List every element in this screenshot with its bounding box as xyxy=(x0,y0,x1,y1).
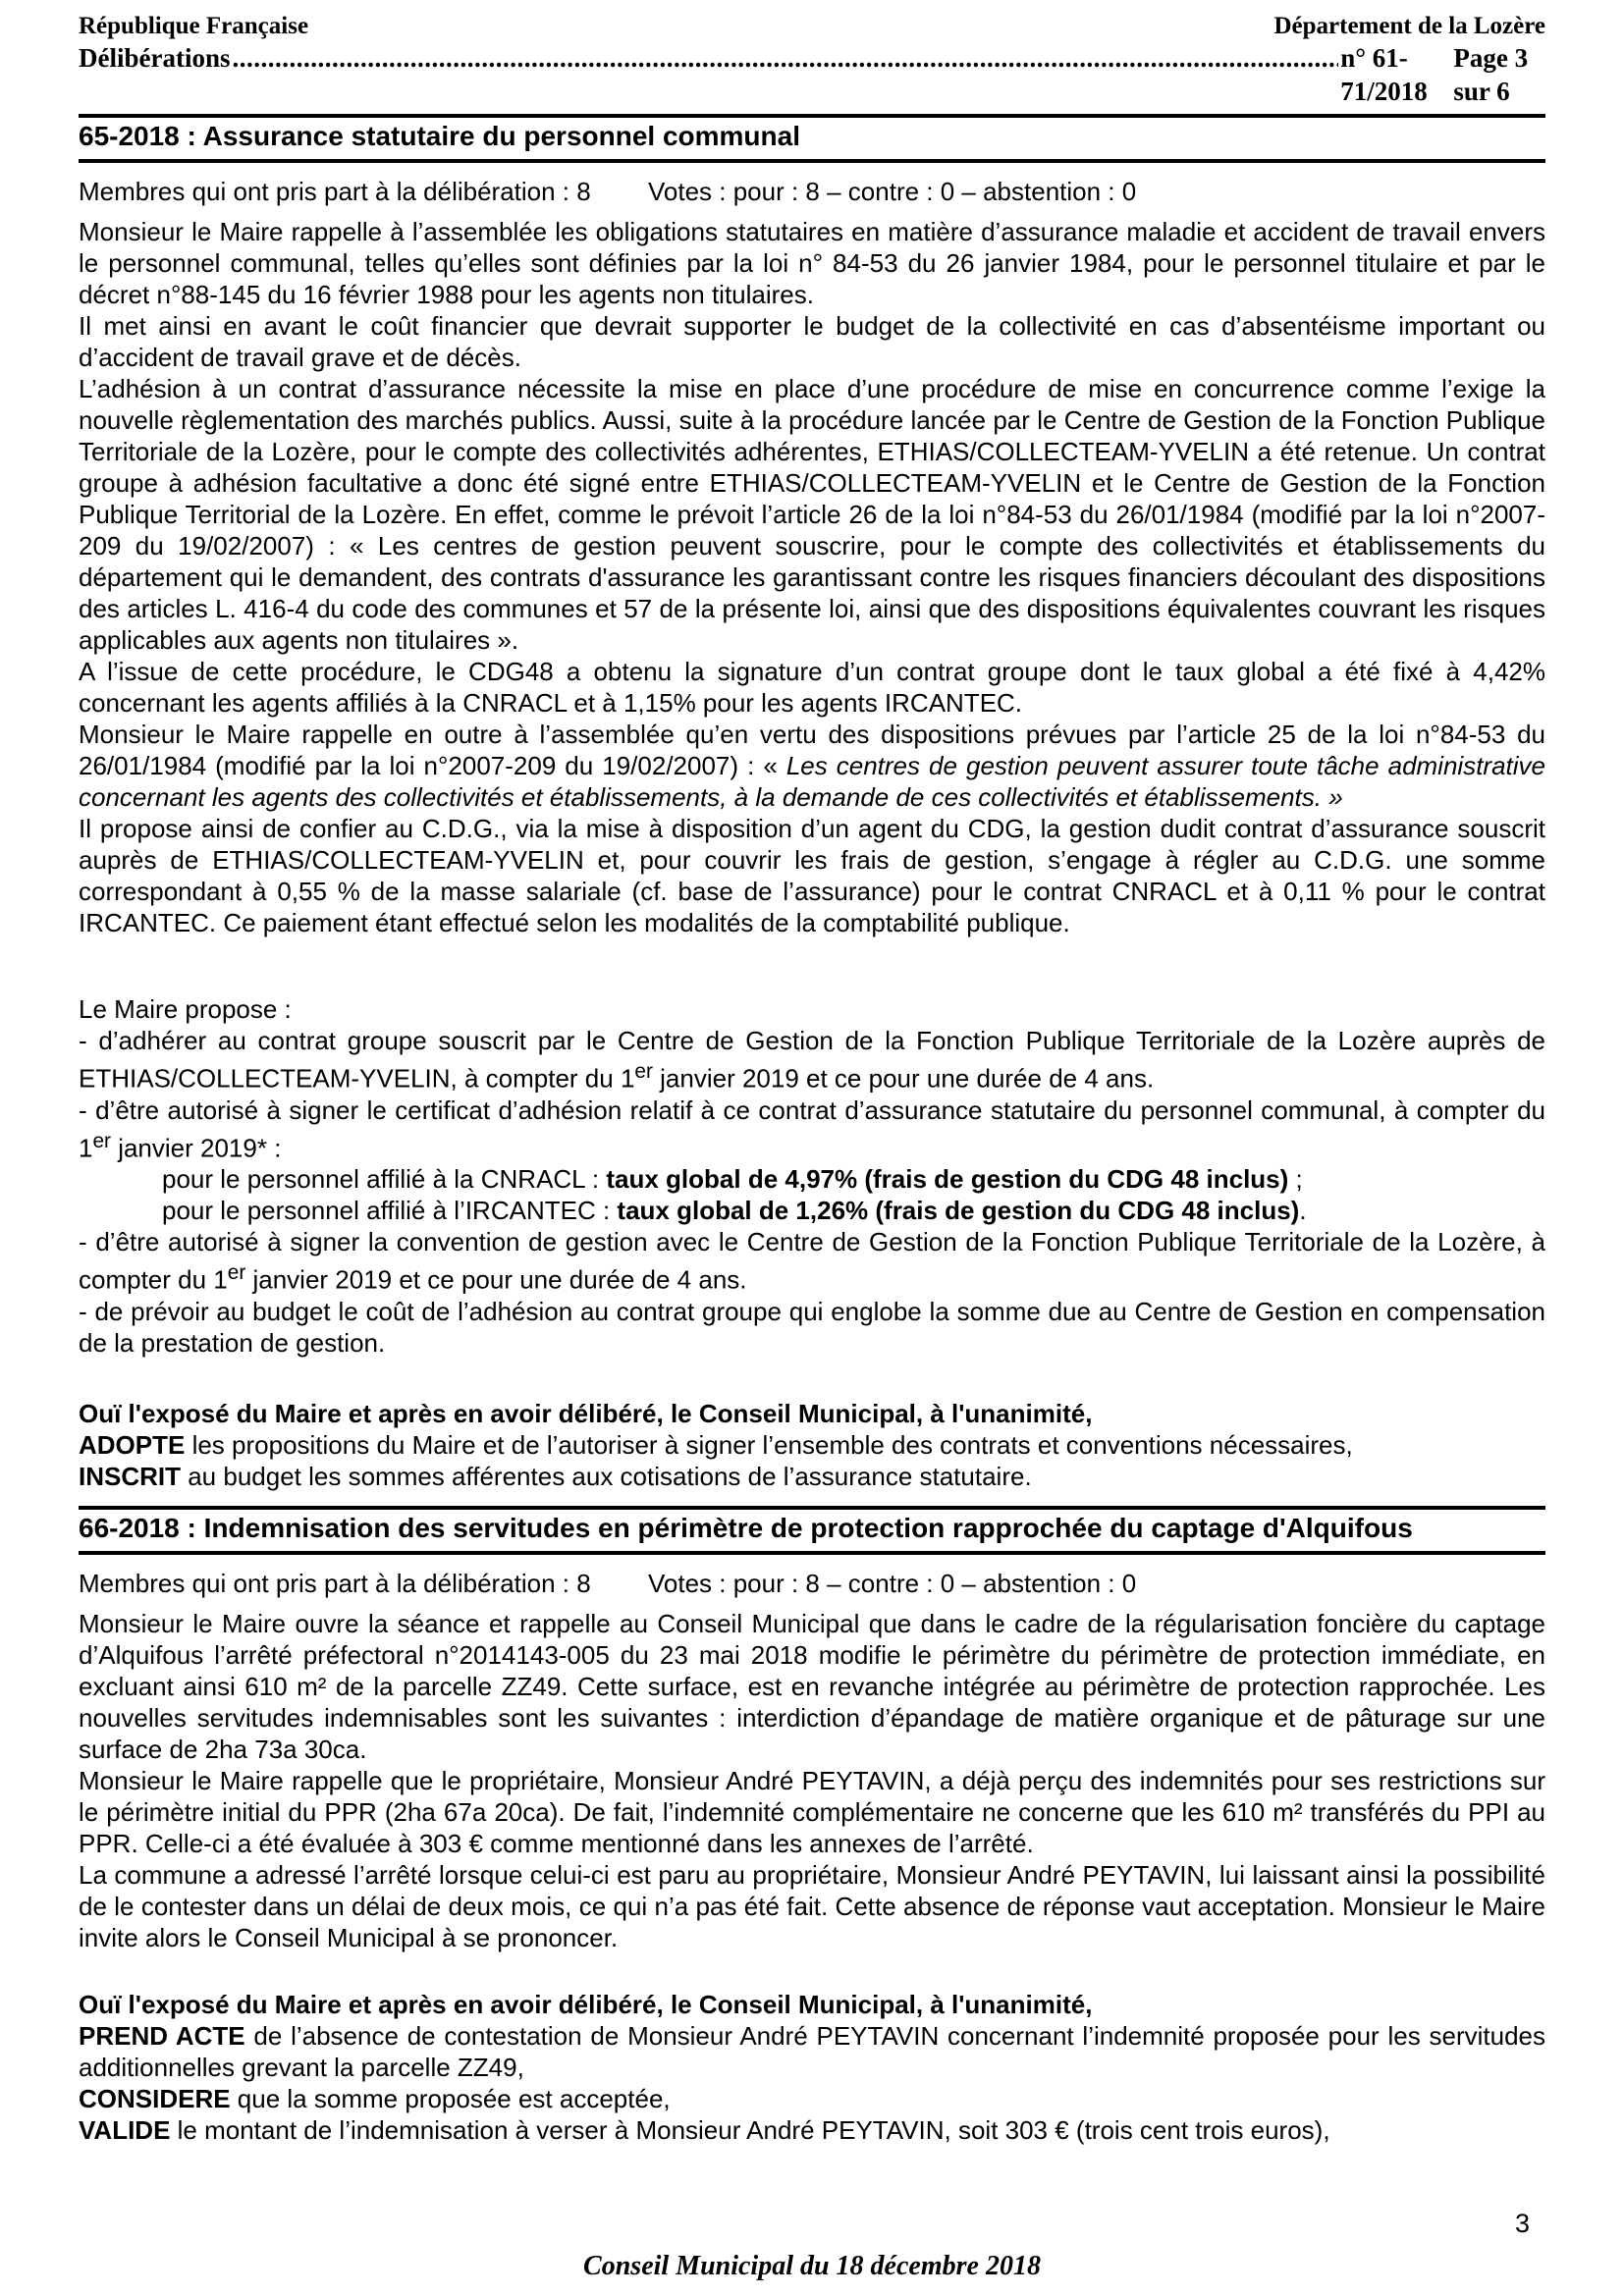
text-run: Ouï l'exposé du Maire et après en avoir délibéré, le Conseil Municipal, à l'unanimité, xyxy=(79,1398,1093,1428)
page-footer: Conseil Municipal du 18 décembre 2018 xyxy=(583,2251,1041,2281)
doc-label: Délibérations xyxy=(79,43,231,73)
paragraph xyxy=(79,1989,1545,2020)
paragraph xyxy=(79,2114,1545,2146)
text-run: ; xyxy=(1288,1164,1303,1195)
text-run: taux global de 4,97% (frais de gestion du CDG 48 inclus) xyxy=(606,1164,1289,1195)
members-count: Membres qui ont pris part à la délibération : 8 xyxy=(79,1568,591,1598)
paragraph xyxy=(79,1429,1545,1461)
paragraph xyxy=(79,1398,1545,1429)
text-run: de l’absence de contestation de Monsieur André PEYTAVIN concernant l’indemnité proposée pour les servitudes additionnelles grevant la parcelle ZZ49, xyxy=(79,2020,1545,2082)
doc-page-info: Page 3 sur 6 xyxy=(1453,43,1529,106)
paragraph xyxy=(79,813,1545,938)
text-run: ADOPTE xyxy=(79,1429,186,1460)
section-66-2018 xyxy=(79,1506,1545,2146)
text-run: Les centres de gestion peuvent assurer toute tâche administrative concernant les agents des collectivités et établissements, à la demande de ces collectivités et établissements. » xyxy=(79,751,1545,812)
text-run: - d’être autorisé à signer la convention de gestion avec le Centre de Gestion de la Fonction Publique Territoriale de la Lozère, à compter du 1 xyxy=(79,1227,1545,1295)
text-run: er xyxy=(227,1261,246,1285)
text-run: au budget les sommes afférentes aux cotisations de l’assurance statutaire. xyxy=(181,1461,1032,1491)
page-header xyxy=(79,12,1545,108)
text-run: Monsieur le Maire ouvre la séance et rappelle au Conseil Municipal que dans le cadre de la régularisation foncière du captage d’Alquifous l’arrêté préfectoral n°2014143-005 du 23 mai 2018 modifie le périmètre du périmètre de protection immédiate, en excluant ainsi 610 m² de la parcelle ZZ49. Cette surface, est en revanche intégrée au périmètre de protection rapprochée. Les nouvelles servitudes indemnisables sont les suivantes : interdiction d’épandage de matière organique et de pâturage sur une surface de 2ha 73a 30ca. xyxy=(79,1608,1545,1764)
paragraph xyxy=(79,1859,1545,1953)
paragraph-spacer xyxy=(79,1359,1545,1398)
section-title: 66-2018 : Indemnisation des servitudes en périmètre de protection rapprochée du captage d'Alquifous xyxy=(79,1506,1545,1555)
section-body xyxy=(79,216,1545,1492)
text-run: Monsieur le Maire rappelle à l’assemblée les obligations statutaires en matière d’assurance maladie et accident de travail envers le personnel communal, telles qu’elles sont définies par la loi n° 84-53 du 26 janvier 1984, pour le personnel titulaire et par le décret n°88-145 du 16 février 1988 pour les agents non titulaires. xyxy=(79,217,1545,309)
paragraph xyxy=(79,1608,1545,1765)
text-run: Il met ainsi en avant le coût financier que devrait supporter le budget de la collectivité en cas d’absentéisme important ou d’accident de travail grave et de décès. xyxy=(79,311,1545,372)
header-doc-row xyxy=(79,41,1545,108)
paragraph xyxy=(79,1296,1545,1359)
section-title: 65-2018 : Assurance statutaire du personnel communal xyxy=(79,114,1545,163)
page-number: 3 xyxy=(1514,2209,1530,2238)
text-run: janvier 2019 et ce pour une durée de 4 ans. xyxy=(652,1063,1155,1094)
text-run: Monsieur le Maire rappelle en outre à l’assemblée qu’en vertu des dispositions prévues par l’article 25 de la loi n°84-53 du 26/01/1984 (modifié par la loi n°2007-209 du 19/02/2007) : « xyxy=(79,720,1545,780)
paragraph xyxy=(79,1226,1545,1296)
text-run: que la somme proposée est acceptée, xyxy=(230,2083,671,2113)
votes-summary: Votes : pour : 8 – contre : 0 – abstention : 0 xyxy=(648,1568,1137,1598)
paragraph xyxy=(79,1765,1545,1859)
paragraph xyxy=(79,2083,1545,2114)
header-republique: République Française xyxy=(79,13,309,39)
text-run: le montant de l’indemnisation à verser à Monsieur André PEYTAVIN, soit 303 € (trois cent trois euros), xyxy=(170,2114,1330,2145)
text-run: La commune a adressé l’arrêté lorsque celui-ci est paru au propriétaire, Monsieur André PEYTAVIN, lui laissant ainsi la possibilité de le contester dans un délai de deux mois, ce qui n’a pas été fait. Cette absence de réponse vaut acceptation. Monsieur le Maire invite alors le Conseil Municipal à se prononcer. xyxy=(79,1859,1545,1952)
text-run: pour le personnel affilié à la CNRACL : xyxy=(162,1164,607,1195)
text-run: - de prévoir au budget le coût de l’adhésion au contrat groupe qui englobe la somme due au Centre de Gestion en compensation de la prestation de gestion. xyxy=(79,1296,1545,1358)
paragraph xyxy=(79,1163,1545,1195)
paragraph xyxy=(79,1025,1545,1095)
text-run: taux global de 1,26% (frais de gestion du CDG 48 inclus) xyxy=(617,1196,1300,1226)
paragraph xyxy=(79,373,1545,656)
text-run: er xyxy=(92,1129,111,1152)
text-run: - d’être autorisé à signer le certificat d’adhésion relatif à ce contrat d’assurance statutaire du personnel communal, à compter du 1 xyxy=(79,1095,1545,1163)
text-run: janvier 2019 et ce pour une durée de 4 ans. xyxy=(245,1264,747,1295)
section-65-2018 xyxy=(79,114,1545,1492)
text-run: er xyxy=(634,1060,653,1083)
votes-summary: Votes : pour : 8 – contre : 0 – abstention : 0 xyxy=(648,177,1137,206)
header-departement: Département de la Lozère xyxy=(1273,13,1545,39)
text-run: L’adhésion à un contrat d’assurance nécessite la mise en place d’une procédure de mise en concurrence comme l’exige la nouvelle règlementation des marchés publics. Aussi, suite à la procédure lancée par le Centre de Gestion de la Fonction Publique Territoriale de la Lozère, pour le compte des collectivités adhérentes, ETHIAS/COLLECTEAM-YVELIN a été retenue. Un contrat groupe à adhésion facultative a donc été signé entre ETHIAS/COLLECTEAM-YVELIN et le Centre de Gestion de la Fonction Publique Territorial de la Lozère. En effet, comme le prévoit l’article 26 de la loi n°84-53 du 26/01/1984 (modifié par la loi n°2007-209 du 19/02/2007) : « Les centres de gestion peuvent souscrire, pour le compte des collectivités et établissements du département qui le demandent, des contrats d'assurance les garantissant contre les risques financiers découlant des dispositions des articles L. 416-4 du code des communes et 57 de la présente loi, ainsi que des dispositions équivalentes couvrant les risques applicables aux agents non titulaires ». xyxy=(79,374,1545,655)
text-run: les propositions du Maire et de l’autoriser à signer l’ensemble des contrats et conventions nécessaires, xyxy=(185,1429,1353,1460)
text-run: INSCRIT xyxy=(79,1461,181,1491)
text-run: Ouï l'exposé du Maire et après en avoir délibéré, le Conseil Municipal, à l'unanimité, xyxy=(79,1989,1093,2019)
doc-ref-number: n° 61-71/2018 xyxy=(1340,43,1428,106)
header-top-row xyxy=(79,12,1545,41)
deliberation-meta-row xyxy=(79,1568,1545,1599)
text-run: A l’issue de cette procédure, le CDG48 a obtenu la signature d’un contrat groupe dont le taux global a été fixé à 4,42% concernant les agents affiliés à la CNRACL et à 1,15% pour les agents IRCANTEC. xyxy=(79,657,1545,718)
members-count: Membres qui ont pris part à la délibération : 8 xyxy=(79,177,591,206)
paragraph xyxy=(79,1461,1545,1492)
paragraph xyxy=(79,719,1545,813)
text-run: pour le personnel affilié à l’IRCANTEC : xyxy=(162,1196,618,1226)
paragraph xyxy=(79,310,1545,373)
paragraph xyxy=(79,993,1545,1025)
section-body xyxy=(79,1608,1545,2146)
paragraph xyxy=(79,1195,1545,1226)
paragraph-spacer xyxy=(79,938,1545,993)
text-run: Il propose ainsi de confier au C.D.G., via la mise à disposition d’un agent du CDG, la gestion dudit contrat d’assurance souscrit auprès de ETHIAS/COLLECTEAM-YVELIN et, pour couvrir les frais de gestion, s’engage à régler au C.D.G. une somme correspondant à 0,55 % de la masse salariale (cf. base de l’assurance) pour le contrat CNRACL et à 0,11 % pour le contrat IRCANTEC. Ce paiement étant effectué selon les modalités de la comptabilité publique. xyxy=(79,814,1545,937)
paragraph xyxy=(79,656,1545,719)
dotted-leader xyxy=(233,41,1339,75)
text-run: Monsieur le Maire rappelle que le propriétaire, Monsieur André PEYTAVIN, a déjà perçu des indemnités pour ses restrictions sur le périmètre initial du PPR (2ha 67a 20ca). De fait, l’indemnité complémentaire ne concerne que les 610 m² transférés du PPI au PPR. Celle-ci a été évaluée à 303 € comme mentionné dans les annexes de l’arrêté. xyxy=(79,1765,1545,1858)
text-run: janvier 2019* : xyxy=(110,1133,282,1163)
paragraph xyxy=(79,216,1545,310)
paragraph xyxy=(79,1095,1545,1164)
text-run: - d’adhérer au contrat groupe souscrit par le Centre de Gestion de la Fonction Publique Territoriale de la Lozère auprès de ETHIAS/COLLECTEAM-YVELIN, à compter du 1 xyxy=(79,1026,1545,1094)
deliberation-meta-row xyxy=(79,176,1545,207)
text-run: CONSIDERE xyxy=(79,2083,231,2113)
text-run: VALIDE xyxy=(79,2114,171,2145)
text-run: Le Maire propose : xyxy=(79,994,292,1024)
paragraph-spacer xyxy=(79,1953,1545,1989)
text-run: . xyxy=(1299,1196,1307,1226)
text-run: PREND ACTE xyxy=(79,2020,245,2051)
paragraph xyxy=(79,2020,1545,2083)
